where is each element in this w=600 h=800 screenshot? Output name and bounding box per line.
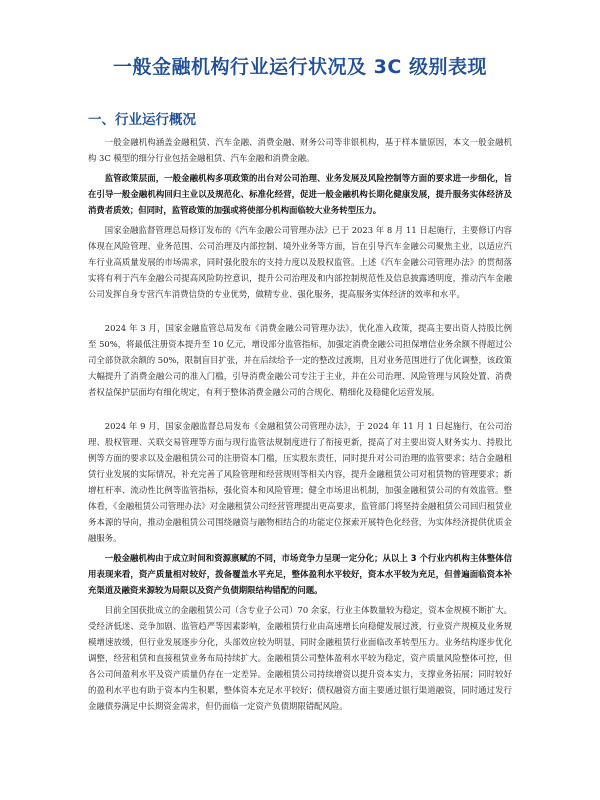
paragraph-intro: 一般金融机构涵盖金融租赁、汽车金融、消费金融、财务公司等非银机构，基于样本量原因，本文一般金融机构 3C 模型的细分行业包括金融租赁、汽车金融和消费金融。: [88, 137, 512, 163]
paragraph-consumer-finance: 2024 年 3 月，国家金融监管总局发布《消费金融公司管理办法》，优化准入政策，提高主要出资人持股比例至 50%，将最低注册资本提升至 10 亿元，增设部分监管指标，加强定消费金融公司担保增信业务余额不得超过公司全部贷款余额的 50%，限制盲目扩张，并在后续给予一定的整改过渡期，且对业务范围进行了优化调整，该政策大幅提升了消费金融公司的准入门槛，引导消费金融公司专注于主业，并在公司治理、风险管理与风险处置、消费者权益保护层面均有细化规定，有利于整体消费金融公司的合规化、精细化及稳健化运营发展。: [88, 323, 512, 397]
paragraph-auto-finance: 国家金融监督管理总局修订发布的《汽车金融公司管理办法》已于 2023 年 8 月 11 日起施行，主要修订内容体现在风险管理、业务范围、公司治理及内部控制、境外业务等方面，旨在引导汽车金融公司聚焦主业，以适应汽车行业高质量发展的市场需求，同时强化股东的支持力度以及股权监管。上述《汽车金融公司管理办法》的贯彻落实将有利于汽车金融公司提高风险防控意识，提升公司治理及和内部控制规范性及信息披露透明度，推动汽车金融公司发挥自身专营汽车消费信贷的专业优势，做精专业、强化服务，提高服务实体经济的效率和水平。: [88, 225, 512, 299]
document-title: 一般金融机构行业运行状况及 3C 级别表现: [113, 56, 487, 78]
paragraph-policy-summary: 监管政策层面，一般金融机构多项政策的出台对公司治理、业务发展及风险控制等方面的要求进一步细化，旨在引导一般金融机构回归主业以及规范化、标准化经营，促进一般金融机构长期化健康发展，提升服务实体经济及消费者质效；但同时，监管政策的加强或将使部分机构面临较大业务转型压力。: [88, 173, 512, 215]
paragraph-leasing-industry: 目前全国获批成立的金融租赁公司（含专业子公司）70 余家，行业主体数量较为稳定，资本金规模不断扩大。受经济低迷、竞争加剧、监管趋严等因素影响，金融租赁行业由高速增长向稳健发展过渡，行业资产规模及业务规模增速放缓，但行业发展逐步分化，头部效应较为明显，同时金融租赁行业面临改革转型压力。业务结构逐步优化调整，经营租赁和直接租赁业务布局持续扩大。金融租赁公司整体盈利水平较为稳定，资产质量风险整体可控，但各公司间盈利水平及资产质量仍存在一定差异。金融租赁公司持续增资以提升资本实力，支撑业务拓展；同时较好的盈利水平也有助于资本内生积累，整体资本充足水平较好；债权融资方面主要通过银行渠道融资，同时通过发行金融债券满足中长期资金需求，但仍面临一定资产负债期限错配风险。: [88, 605, 512, 711]
paragraph-credit-summary: 一般金融机构由于成立时间和资源禀赋的不同，市场竞争力呈现一定分化；从以上 3 个行业内机构主体整体信用表现来看，资产质量相对较好，拨备覆盖水平充足，整体盈利水平较好，资本水平较为充足，但普遍面临资本补充渠道及融资来源较为局限以及资产负债期限结构错配的问题。: [88, 553, 512, 595]
section-heading: 一、行业运行概况: [88, 112, 196, 128]
paragraph-financial-leasing: 2024 年 9 月，国家金融监督总局发布《金融租赁公司管理办法》，于 2024 年 11 月 1 日起施行，在公司治理、股权管理、关联交易管理等方面与现行监管法规制度进行了衔接更新，提高了对主要出资人财务实力、持股比例等方面的要求以及金融租赁公司的注册资本门槛，压实股东责任，同时提升对公司治理的监管要求；结合金融租赁行业发展的实际情况，补充完善了风险管理和经营规则等相关内容，提升金融租赁公司对租赁物的管理要求；新增杠杆率、流动性比例等监管指标，强化资本和风险管理；健全市场退出机制，加强金融租赁公司的有效监管。整体看，《金融租赁公司管理办法》对金融租赁公司经营管理提出更高要求，监管部门将坚持金融租赁公司回归租赁业务本源的导向，推动金融租赁公司围绕融资与融物相结合的功能定位探索开展特色化经营，为实体经济提供优质金融服务。: [88, 421, 512, 543]
